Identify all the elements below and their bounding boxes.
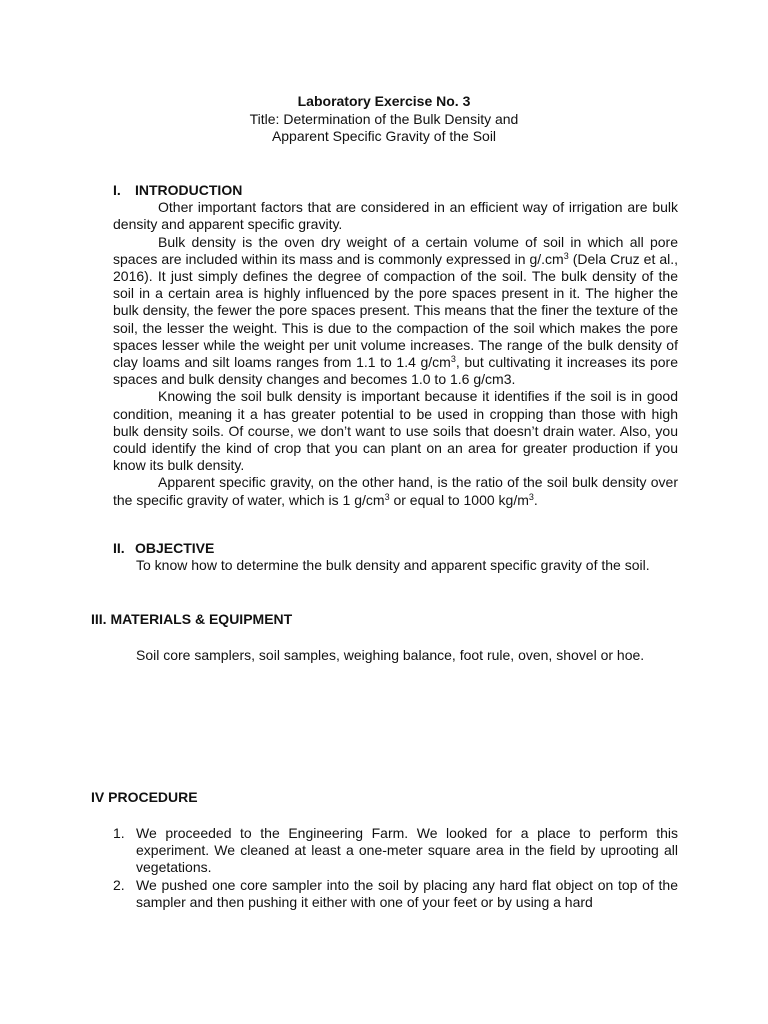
intro-p2-text-c: , but cultivating it increases its pore spaces and bulk density changes and becomes 1.0 to 1.6 g/cm3. <box>113 354 678 388</box>
objective-text: To know how to determine the bulk density and apparent specific gravity of the soil. <box>136 557 650 573</box>
intro-paragraph-4 <box>113 474 678 508</box>
introduction-heading-text: INTRODUCTION <box>135 182 243 198</box>
intro-paragraph-3: Knowing the soil bulk density is important because it identifies if the soil is in good condition, meaning it a has greater potential to be used in cropping than those with high bulk density soils. Of course, we don’t want to use soils that doesn’t drain water. Also, you could identify the kind of crop that you can plant on an area for greater production if you know its bulk density. <box>113 388 678 474</box>
title-block <box>0 93 768 146</box>
procedure-step <box>113 877 678 911</box>
lab-exercise-title: Laboratory Exercise No. 3 <box>297 93 471 109</box>
objective-number: II. <box>113 540 125 556</box>
intro-p2-text-b: (Dela Cruz et al., 2016). It just simply defines the degree of compaction of the soil. The bulk density of the soil in a certain area is highly influenced by the pore spaces present in it. The higher the bulk density, the fewer the pore spaces present. This means that the finer the texture of the soil, the lesser the weight. This is due to the compaction of the soil which makes the pore spaces lesser while the weight per unit volume increases. The range of the bulk density of clay loams and silt loams ranges from 1.1 to 1.4 g/cm <box>113 250 678 371</box>
title-line-2: Apparent Specific Gravity of the Soil <box>271 128 497 144</box>
objective-heading <box>113 540 678 557</box>
introduction-section <box>113 182 678 509</box>
intro-p4-text-a: Apparent specific gravity, on the other hand, is the ratio of the soil bulk density over the specific gravity of water, which is 1 g/cm <box>113 474 678 508</box>
procedure-list <box>113 825 678 911</box>
superscript: 3 <box>563 250 569 261</box>
step-number: 2. <box>113 876 125 893</box>
step-text: We proceeded to the Engineering Farm. We looked for a place to perform this experiment. We cleaned at least a one-meter square area in the field by uprooting all vegetations. <box>136 825 678 876</box>
superscript: 3 <box>528 491 534 502</box>
title-line-1: Title: Determination of the Bulk Density and <box>249 110 519 127</box>
procedure-heading: IV PROCEDURE <box>91 789 198 805</box>
materials-text: Soil core samplers, soil samples, weighing balance, foot rule, oven, shovel or hoe. <box>136 647 645 663</box>
step-number: 1. <box>113 825 125 841</box>
introduction-heading <box>113 182 678 199</box>
superscript: 3 <box>450 354 456 365</box>
objective-heading-text: OBJECTIVE <box>135 540 215 556</box>
intro-p4-text-b: or equal to 1000 kg/m <box>389 491 529 508</box>
intro-paragraph-1: Other important factors that are considered in an efficient way of irrigation are bulk density and apparent specific gravity. <box>113 199 678 233</box>
superscript: 3 <box>384 491 390 502</box>
intro-p4-text-c: . <box>533 491 538 508</box>
intro-paragraph-2 <box>113 234 678 389</box>
step-text: We pushed one core sampler into the soil by placing any hard flat object on top of the sampler and then pushing it either with one of your feet or by using a hard <box>136 876 678 910</box>
procedure-step <box>113 825 678 877</box>
introduction-number: I. <box>113 182 121 198</box>
materials-heading: III. MATERIALS & EQUIPMENT <box>91 611 293 627</box>
intro-p2-text-a: Bulk density is the oven dry weight of a certain volume of soil in which all pore spaces are included within its mass and is commonly expressed in g/.cm <box>113 233 678 267</box>
